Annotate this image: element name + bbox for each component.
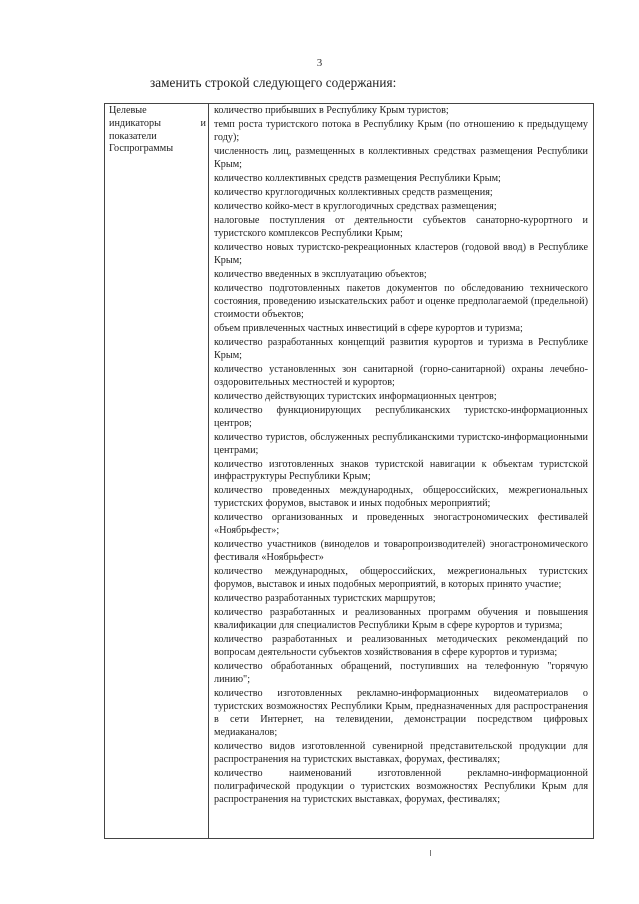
row-header-word: и — [200, 117, 206, 129]
row-header-line — [109, 118, 206, 131]
indicator-item: количество действующих туристских информационных центров; — [214, 390, 497, 402]
indicator-item: количество видов изготовленной сувенирной представительской продукции для распространения на туристских выставках, форумах, фестивалях; — [214, 741, 588, 765]
indicator-item: количество круглогодичных коллективных средств размещения; — [214, 186, 493, 198]
row-header-line: Госпрограммы — [109, 143, 174, 155]
indicator-item: количество введенных в эксплуатацию объектов; — [214, 268, 427, 280]
scan-mark — [430, 850, 431, 856]
indicators-table — [104, 103, 594, 839]
indicator-item: количество туристов, обслуженных республиканскими туристско-информационными центрами; — [214, 431, 588, 456]
row-header-word: индикаторы — [109, 117, 161, 129]
indicator-item: численность лиц, размещенных в коллективных средствах размещения Республики Крым; — [214, 145, 588, 170]
indicator-item: налоговые поступления от деятельности субъектов санаторно-курортного и туристского комплексов Республики Крым; — [214, 214, 588, 239]
indicator-item: количество прибывших в Республику Крым туристов; — [214, 105, 449, 116]
row-header-line: Целевые — [109, 105, 147, 116]
indicator-item: количество участников (виноделов и товаропроизводителей) эногастрономического фестиваля «Ноябрьфест» — [214, 539, 588, 564]
row-header-line: показатели — [109, 130, 157, 142]
indicator-list — [214, 105, 588, 808]
indicator-item: темп роста туристского потока в Республику Крым (по отношению к предыдущему году); — [214, 119, 588, 143]
indicator-item: количество койко-мест в круглогодичных средствах размещения; — [214, 200, 497, 212]
indicator-item: количество новых туристско-рекреационных кластеров (годовой ввод) в Республике Крым; — [214, 241, 588, 266]
page-number: 3 — [316, 57, 323, 69]
indicator-item: количество установленных зон санитарной (горно-санитарной) охраны лечебно-оздоровительных местностей и курортов; — [214, 363, 588, 388]
indicator-item: количество разработанных туристских маршрутов; — [214, 593, 436, 605]
row-header-cell — [109, 105, 206, 156]
indicator-item: количество функционирующих республиканских туристско-информационных центров; — [214, 404, 588, 429]
indicator-item: количество организованных и проведенных эногастрономических фестивалей «Ноябрьфест»; — [214, 512, 588, 537]
indicator-item: количество разработанных и реализованных программ обучения и повышения квалификации для специалистов Республики Крым в сфере курортов и туризма; — [214, 607, 588, 632]
indicator-item: количество изготовленных рекламно-информационных видеоматериалов о туристских возможностях Республики Крым, предназначенных для распространения в сети Интернет, на телевидении, демонстрации посредством цифровых медиаканалов; — [214, 688, 588, 739]
indicator-item: количество коллективных средств размещения Республики Крым; — [214, 172, 501, 184]
intro-text: заменить строкой следующего содержания: — [150, 75, 397, 90]
indicator-item: количество разработанных концепций развития курортов и туризма в Республике Крым; — [214, 336, 588, 361]
indicator-item: количество разработанных и реализованных методических рекомендаций по вопросам деятельности субъектов хозяйствования в сфере курортов и туризма; — [214, 634, 588, 659]
indicator-item: количество подготовленных пакетов документов по обследованию технического состояния, проведению изыскательских работ и оценке предполагаемой (предельной) стоимости объектов; — [214, 282, 588, 320]
indicator-item: количество проведенных международных, общероссийских, межрегиональных туристских форумов, выставок и иных подобных мероприятий; — [214, 485, 588, 510]
indicator-item: количество обработанных обращений, поступивших на телефонную "горячую линию"; — [214, 661, 588, 686]
indicator-item: объем привлеченных частных инвестиций в сфере курортов и туризма; — [214, 322, 523, 334]
indicator-item: количество изготовленных знаков туристской навигации к объектам туристской инфраструктуры Республики Крым; — [214, 458, 588, 483]
indicator-item: количество международных, общероссийских, межрегиональных туристских форумов, выставок и иных подобных мероприятий, в которых принято участие; — [214, 566, 588, 591]
indicator-item: количество наименований изготовленной рекламно-информационной полиграфической продукции о туристских возможностях Республики Крым для распространения на туристских выставках, форумах, фестивалях; — [214, 767, 588, 805]
column-divider — [208, 104, 209, 838]
